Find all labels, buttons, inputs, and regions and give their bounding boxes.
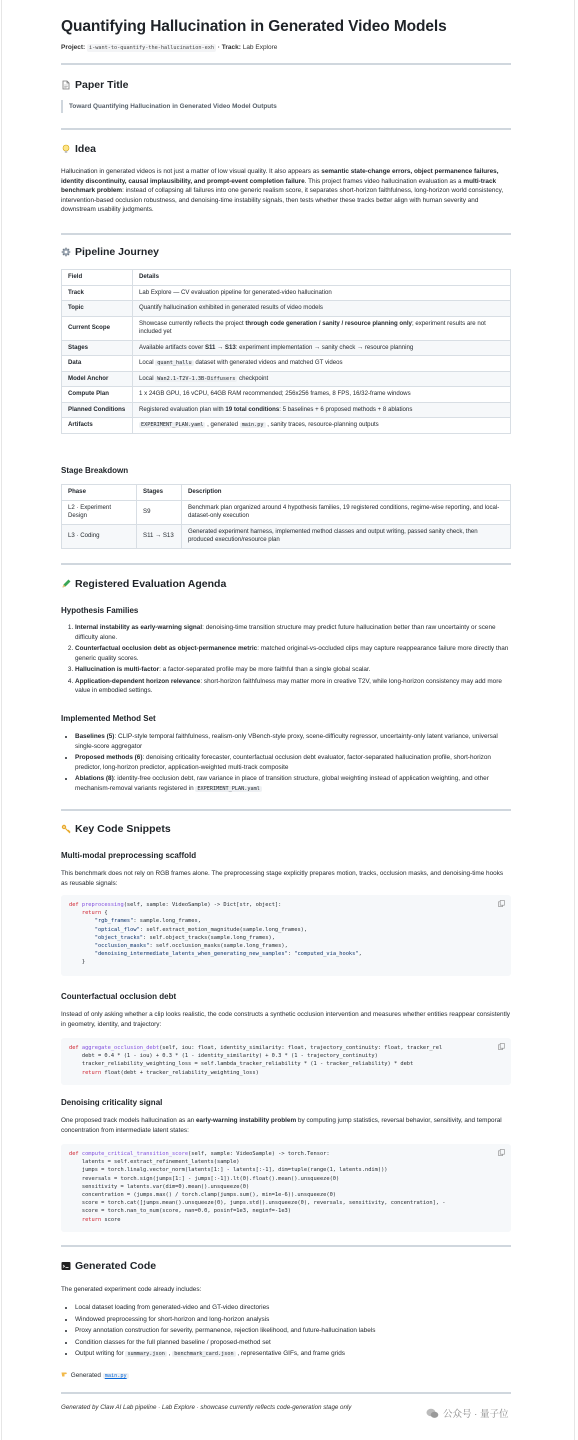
- divider: [61, 563, 511, 565]
- column-header: Phase: [62, 485, 137, 501]
- project-meta: Project: i-want-to-quantify-the-hallucination-exh · Track: Lab Explore: [61, 44, 278, 51]
- divider: [61, 128, 511, 130]
- snippet1-heading: Multi-modal preprocessing scaffold: [61, 851, 197, 860]
- stage-table: Phase Stages Description L2 · Experiment Design S9 Benchmark plan organized around 4 hypothesis families, 19 registered conditions, regime-wise reporting, and local-dataset-only execution L3 · Coding S11 → S13 Generated experiment harness, implemented method classes and output writing, passed sanity check, then produced execution/resource plan: [61, 484, 511, 549]
- copy-icon[interactable]: [498, 1149, 505, 1156]
- list-item: • Baselines (5): CLIP-style temporal faithfulness, realism-only VBench-style proxy, scene-difficulty regressor, uncertainty-only latent variance, universal single-score aggregator: [75, 732, 511, 751]
- column-header: Field: [62, 270, 133, 286]
- implemented-heading: Implemented Method Set: [61, 714, 156, 723]
- paper-title-heading: Paper Title: [61, 79, 511, 91]
- list-item: • Proxy annotation construction for severity, permanence, rejection likelihood, and future-hallucination labels: [75, 1326, 511, 1336]
- paper-title-quote: Toward Quantifying Hallucination in Generated Video Model Outputs: [61, 100, 511, 113]
- key-icon: [61, 824, 71, 834]
- snippet3-text: One proposed track models hallucination as an early-warning instability problem by computing jump statistics, reversal behavior, sensitivity, and temporal concentration from intermediate latent states:: [61, 1117, 502, 1134]
- snippet2-heading: Counterfactual occlusion debt: [61, 992, 177, 1001]
- idea-heading: Idea: [61, 143, 511, 155]
- code-block-criticality: def compute_critical_transition_score(self, sample: VideoSample) -> torch.Tensor: latents = self.extract_refinement_latents(sample) jumps = torch.linalg.vector_norm(latents[1:] - latents[:-1], dim=tuple(range(1, latents.ndim))) reversals = torch.sign(jumps[1:] - jumps[:-1]).lt(0).float().mean().unsqueeze(0) sensitivity = latents.var(dim=0).mean().unsqueeze(0) concentration = (jumps.max() / torch.clamp(jumps.sum(), min=1e-6)).unsqueeze(0) score = torch.cat([jumps.mean().unsqueeze(0), jumps.std().unsqueeze(0), reversals, sensitivity, concentration], - score = torch.nan_to_num(score, nan=0.0, posinf=1e3, neginf=-1e3) return score: [61, 1144, 511, 1232]
- divider: [61, 233, 511, 235]
- pipeline-heading: Pipeline Journey: [61, 246, 511, 258]
- generated-list: [61, 1303, 511, 1362]
- wechat-icon: [426, 1408, 439, 1419]
- idea-paragraph: Hallucination in generated videos is not just a matter of low visual quality. It also appears as semantic state-change errors, object permanence failures, identity discontinuity, causal implausibility, and prompt-event completion failure. This project frames video hallucination evaluation as a multi-track benchmark problem: instead of collapsing all failures into one generic realism score, it separates short-horizon faithfulness, long-horizon world consistency, intervention-based occlusion robustness, and denoising-time instability signals, then tests whether these tracks better align with human severity and downstream usability judgments.: [61, 168, 504, 213]
- pointing-hand-icon: [61, 1370, 69, 1381]
- stage-breakdown-heading: Stage Breakdown: [61, 466, 129, 475]
- divider: [61, 1245, 511, 1247]
- divider: [61, 1392, 511, 1394]
- copy-icon[interactable]: [498, 900, 505, 907]
- code-block-preprocessing: def preprocessing(self, sample: VideoSample) -> Dict[str, object]: return { "rgb_frames": sample.long_frames, "optical_flow": self.extract_motion_magnitude(sample.long_frames), "object_tracks": self.object_tracks(sample.long_frames), "occlusion_masks": self.occlusion_masks(sample.long_frames), "denoising_intermediate_latents_when_generating_new_samples": "computed_via_hooks", }: [61, 895, 511, 976]
- terminal-icon: [61, 1261, 71, 1271]
- main-py-link[interactable]: main.py: [104, 1373, 127, 1379]
- list-item: 1. Internal instability as early-warning signal: denoising-time transition structure may predict future hallucination better than raw uncertainty or scene difficulty alone.: [75, 623, 511, 642]
- list-item: • Ablations (8): identity-free occlusion debt, raw variance in place of transition structure, global weighting instead of application weighting, and other mechanism-removal variants registered in EXPERIMENT_PLAN.yaml: [75, 774, 511, 794]
- pen-icon: [61, 579, 71, 589]
- list-item: 3. Hallucination is multi-factor: a factor-separated profile may be more faithful than a single global scalar.: [75, 665, 511, 675]
- page-title: Quantifying Hallucination in Generated Video Models: [61, 18, 447, 35]
- list-item: • Windowed preprocessing for short-horizon and long-horizon analysis: [75, 1315, 511, 1325]
- snippet2-text: Instead of only asking whether a clip looks realistic, the code constructs a synthetic occlusion intervention and measures whether entities reappear consistently in geometry, identity, and trajectory:: [61, 1011, 511, 1028]
- hypothesis-heading: Hypothesis Families: [61, 606, 139, 615]
- project-id: i-want-to-quantify-the-hallucination-exh: [89, 45, 214, 51]
- watermark: 公众号 · 量子位: [426, 1406, 508, 1420]
- column-header: Description: [182, 485, 511, 501]
- snippet3-heading: Denoising criticality signal: [61, 1098, 163, 1107]
- generated-intro: The generated experiment code already includes:: [61, 1286, 202, 1293]
- snippet1-text: This benchmark does not rely on RGB frames alone. The preprocessing stage explicitly prepares motion, tracks, occlusion masks, and denoising-time hooks as reusable signals:: [61, 870, 504, 887]
- column-header: Details: [133, 270, 511, 286]
- page-icon: [61, 80, 71, 90]
- list-item: • Proposed methods (6): denoising criticality forecaster, counterfactual occlusion debt evaluator, factor-separated hallucination profile, short-horizon predictor, long-horizon predictor, application-weighted multi-track composite: [75, 753, 511, 772]
- lightbulb-icon: [61, 144, 71, 154]
- snippets-heading: Key Code Snippets: [61, 823, 511, 835]
- hypothesis-list: [61, 623, 511, 698]
- list-item: • Local dataset loading from generated-video and GT-video directories: [75, 1303, 511, 1313]
- list-item: 2. Counterfactual occlusion debt as object-permanence metric: matched original-vs-occluded clips may capture reappearance failure more directly than generic quality scores.: [75, 644, 511, 663]
- gear-icon: [61, 247, 71, 257]
- footer-note: Generated by Claw AI Lab pipeline · Lab Explore · showcase currently reflects code-generation stage only: [61, 1404, 352, 1411]
- divider: [61, 809, 511, 811]
- list-item: • Condition classes for the full planned baseline / proposed-method set: [75, 1338, 511, 1348]
- list-item: 4. Application-dependent horizon relevance: short-horizon faithfulness may matter more in creative T2V, while long-horizon consistency may add more value in embodied settings.: [75, 677, 511, 696]
- divider: [61, 63, 511, 65]
- pipeline-table: Field Details Track Lab Explore — CV evaluation pipeline for generated-video hallucination Topic Quantify hallucination exhibited in generated results of video models Current Scope Showcase currently reflects the project through code generation / sanity / resource planning only; experiment results are not included yet Stages Available artifacts cover S11 → S13: experiment implementation → sanity check → resource planning Data Local quant_hallu dataset with generated videos and matched GT videos Model Anchor Local Wan2.1-T2V-1.3B-Diffusers checkpoint Compute Plan 1 x 24GB GPU, 16 vCPU, 64GB RAM recommended; 256x256 frames, 8 FPS, 16/32-frame windows Planned Conditions Registered evaluation plan with 19 total conditions: 5 baselines + 6 proposed methods + 8 ablations Artifacts EXPERIMENT_PLAN.yaml , generated main.py , sanity traces, resource-planning outputs: [61, 269, 511, 434]
- generated-heading: Generated Code: [61, 1260, 511, 1272]
- copy-icon[interactable]: [498, 1043, 505, 1050]
- list-item: • Output writing for summary.json , benchmark_card.json , representative GIFs, and frame grids: [75, 1349, 511, 1360]
- code-block-occlusion-debt: def aggregate_occlusion_debt(self, iou: float, identity_similarity: float, trajectory_continuity: float, tracker_rel debt = 0.4 * (1 - iou) + 0.3 * (1 - identity_similarity) + 0.3 * (1 - trajectory_continuity) tracker_reliability_weighting_loss = self.lambda_tracker_reliability * (1 - tracker_reliability) * debt return float(debt + tracker_reliability_weighting_loss): [61, 1038, 511, 1085]
- agenda-heading: Registered Evaluation Agenda: [61, 578, 511, 590]
- column-header: Stages: [137, 485, 182, 501]
- method-list: [61, 732, 511, 796]
- generated-link-line: Generated main.py: [61, 1370, 511, 1382]
